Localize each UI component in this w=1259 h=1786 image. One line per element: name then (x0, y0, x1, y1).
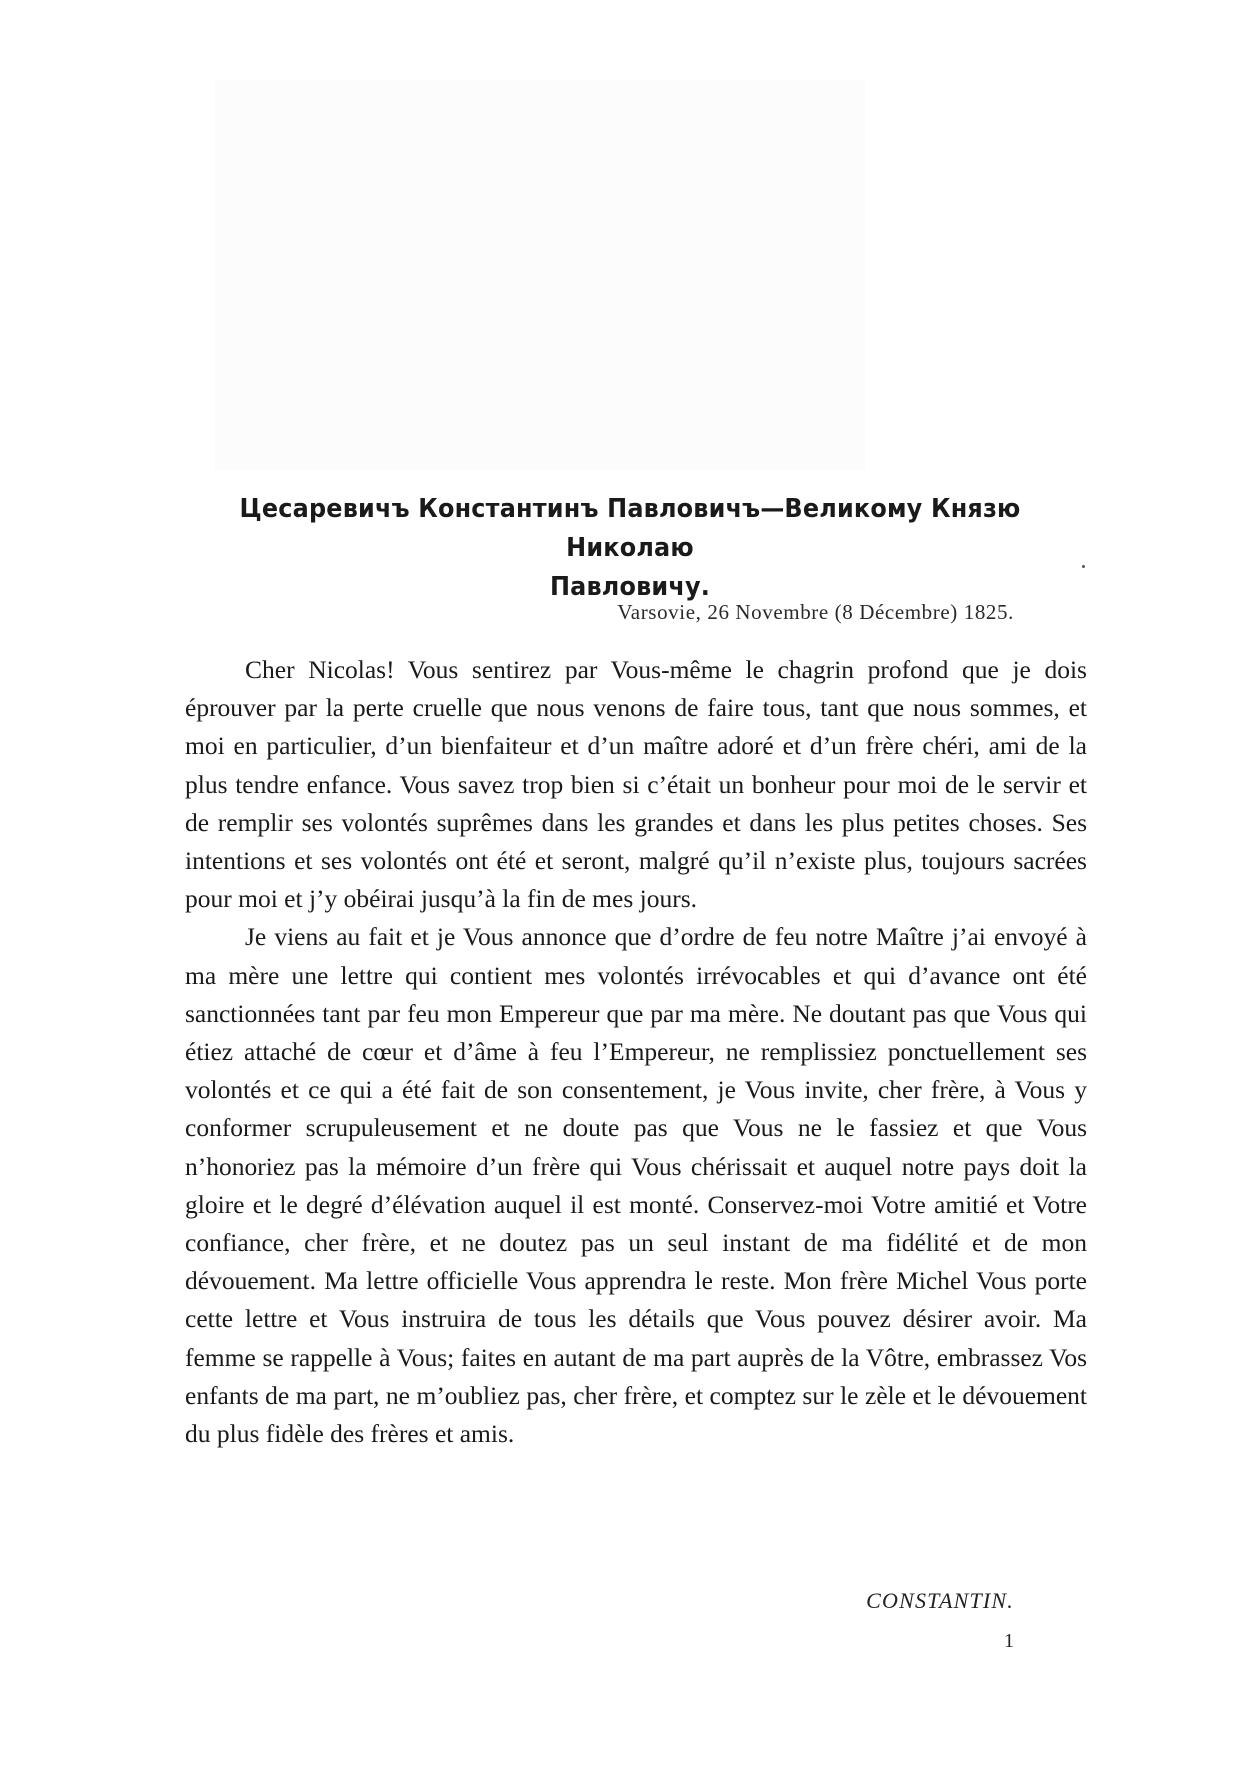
heading-line-2: Павловичу. (549, 572, 711, 602)
scan-blank-area (215, 80, 865, 470)
paragraph-2: Je viens au fait et je Vous annonce que d’ordre de feu notre Maître j’ai envoyé à ma mère une lettre qui contient mes volontés irrévocables et qui d’avance ont été sanctionnées tant par feu mon Empereur que par ma mère. Ne doutant pas que Vous qui étiez attaché de cœur et d’âme à feu l’Empereur, ne remplissiez ponctuellement ses volontés et ce qui a été fait de son consentement, je Vous invite, cher frère, à Vous y conformer scrupuleusement et ne doute pas que Vous ne le fassiez et que Vous n’honoriez pas la mémoire d’un frère qui Vous chérissait et auquel notre pays doit la gloire et le degré d’élévation auquel il est monté. Conservez-moi Votre amitié et Votre confiance, cher frère, et ne doutez pas un seul instant de ma fidélité et de mon dévouement. Ma lettre officielle Vous apprendra le reste. Mon frère Michel Vous porte cette lettre et Vous instruira de tous les détails que Vous pouvez désirer avoir. Ma femme se rappelle à Vous; faites en autant de ma part auprès de la Vôtre, embrassez Vos enfants de ma part, ne m’oubliez pas, cher frère, et comptez sur le zèle et le dévouement du plus fidèle des frères et amis. (185, 922, 1087, 1449)
page-number: 1 (1004, 1630, 1014, 1652)
scan-speck (1082, 565, 1085, 568)
paragraph-1: Cher Nicolas! Vous sentirez par Vous-même le chagrin profond que je dois éprouver par la perte cruelle que nous venons de faire tous, tant que nous sommes, et moi en particulier, d’un bienfaiteur et d’un maître adoré et d’un frère chéri, ami de la plus tendre enfance. Vous savez trop bien si c’était un bonheur pour moi de le servir et de remplir ses volontés suprêmes dans les grandes et dans les plus petites choses. Ses intentions et ses volontés ont été et seront, malgré qu’il n’existe plus, toujours sacrées pour moi et j’y obéirai jusqu’à la fin de mes jours. (185, 655, 1087, 914)
heading-line-1: Цесаревичъ Константинъ Павловичъ—Великому Князю Николаю (239, 494, 1021, 563)
letter-heading (216, 490, 1044, 607)
signature: CONSTANTIN. (866, 1588, 1014, 1613)
letter-body (185, 651, 1087, 1453)
dateline: Varsovie, 26 Novembre (8 Décembre) 1825. (617, 600, 1014, 624)
